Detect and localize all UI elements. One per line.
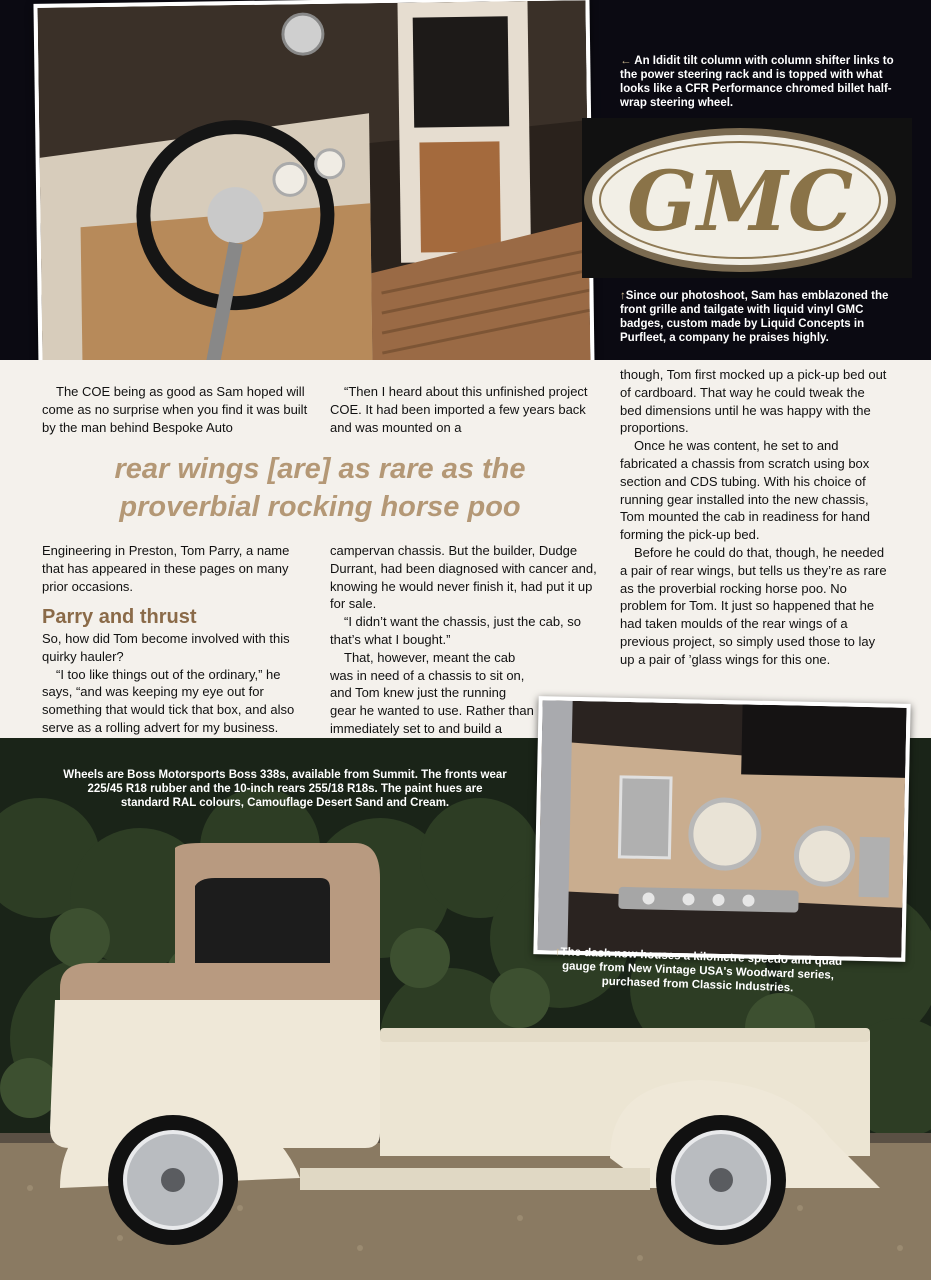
interior-illustration bbox=[38, 0, 591, 368]
arrow-left-icon: ← bbox=[620, 55, 635, 67]
rear-wheel bbox=[656, 1115, 786, 1245]
gmc-badge-text: GMC bbox=[626, 154, 854, 250]
dash-illustration bbox=[537, 700, 906, 958]
pull-quote: rear wings [are] as rare as the proverbial rocking horse poo bbox=[114, 453, 526, 523]
caption-steering: ← An Ididit tilt column with column shifter links to the power steering rack and is topped with what looks like a CFR Performance chromed billet half-wrap steering wheel. bbox=[620, 55, 894, 109]
interior-photo bbox=[33, 0, 594, 372]
column-2-top: “Then I heard about this unfinished project COE. It had been imported a few years back and was mounted on a bbox=[330, 384, 588, 435]
dash-photo bbox=[533, 696, 910, 962]
caption-dash: ↑The dash now houses a kilometre speedo and quad gauge from New Vintage USA's Woodward series, purchased from Classic Industries. bbox=[554, 945, 843, 995]
gmc-badge-photo bbox=[582, 118, 912, 278]
column-2-body: campervan chassis. But the builder, Dudge Durrant, had been diagnosed with cancer and, knowing he would never finish it, had put it up for sale. “I didn’t want the chassis, just the cab, so that’s what I bought.” That, however, meant the cab was in need of a chassis to sit on, and Tom knew just the running gear he wanted to use. Rather than immediately set to and build a bbox=[330, 543, 597, 736]
arrow-up-icon: ↑ bbox=[620, 290, 626, 302]
column-3-body: though, Tom first mocked up a pick-up bed out of cardboard. That way he could tweak the bed dimensions until he was happy with the proportions. Once he was content, he set to and fabricated a chassis from scratch using box section and CDS tubing. With his choice of running gear installed into the new chassis, Tom mounted the cab in readiness for hand forming the pick-up bed. Before he could do that, though, he needed a pair of rear wings, but tells us they’re as rare as the proverbial rocking horse poo. No problem for Tom. It just so happened that he had taken moulds of the rear wings of a previous project, so simply used those to lay up a pair of ’glass wings for this one. bbox=[620, 367, 887, 667]
arrow-up-icon: ↑ bbox=[554, 945, 561, 959]
caption-gmc: ↑Since our photoshoot, Sam has emblazoned the front grille and tailgate with liquid vinyl GMC badges, custom made by Liquid Concepts in Purfleet, a company he praises highly. bbox=[620, 290, 889, 344]
front-wheel bbox=[108, 1115, 238, 1245]
column-1-top: The COE being as good as Sam hoped will come as no surprise when you find it was built by the man behind Bespoke Auto bbox=[42, 384, 308, 435]
gmc-badge bbox=[582, 118, 912, 278]
column-1-body-2: So, how did Tom become involved with this quirky hauler? “I too like things out of the ordinary,” he says, “and was keeping my eye out for something that would tick that box, and also serve as a rolling advert for my business. bbox=[42, 631, 295, 735]
subhead-parry-and-thrust: Parry and thrust bbox=[42, 606, 197, 628]
caption-wheels: Wheels are Boss Motorsports Boss 338s, available from Summit. The fronts wear 225/45 R18 rubber and the 10-inch rears 255/18 R18s. The paint hues are standard RAL colours, Camouflage Desert Sand and Cream. bbox=[63, 769, 507, 809]
column-1-body: Engineering in Preston, Tom Parry, a name that has appeared in these pages on many prior occasions. bbox=[42, 543, 290, 594]
